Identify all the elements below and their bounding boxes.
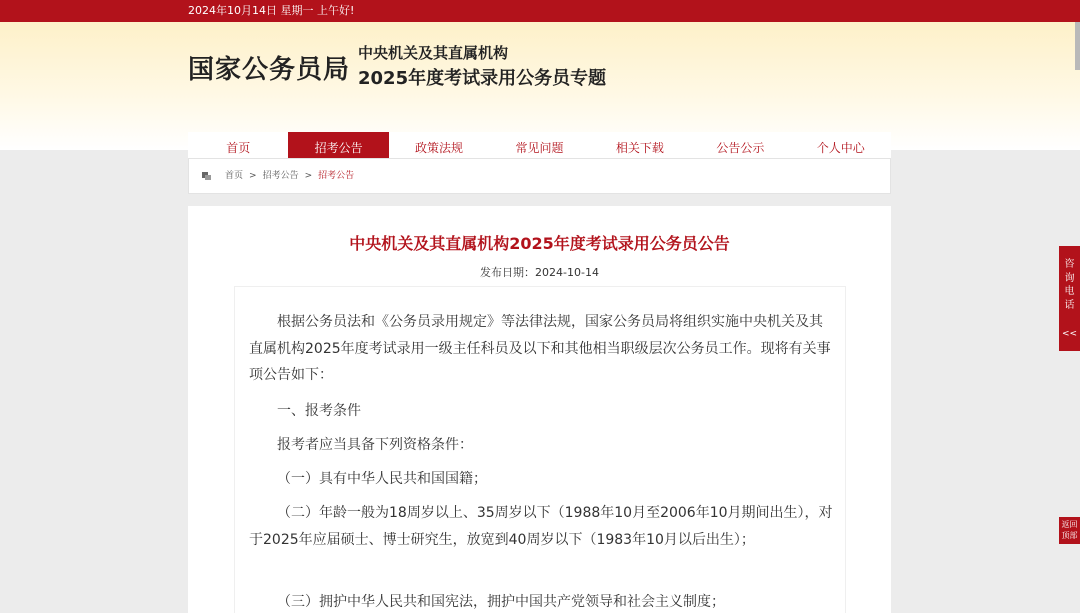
nav-item-downloads[interactable]: 相关下载 xyxy=(615,141,664,155)
site-header xyxy=(0,22,1080,155)
article-paragraph: （三）拥护中华人民共和国宪法，拥护中国共产党领导和社会主义制度； xyxy=(277,594,725,610)
consult-phone-tab[interactable] xyxy=(1059,246,1080,351)
nav-item-faq[interactable]: 常见问题 xyxy=(515,141,564,155)
breadcrumb-separator: > xyxy=(304,171,313,181)
breadcrumb-separator: > xyxy=(249,171,257,181)
nav-item-home[interactable]: 首页 xyxy=(226,141,251,155)
site-topic-title: 2025年度考试录用公务员专题 xyxy=(358,68,607,89)
nav-item-announcements[interactable]: 公告公示 xyxy=(716,141,765,155)
breadcrumb-home[interactable]: 首页 xyxy=(225,171,244,181)
breadcrumb-recruitment[interactable]: 招考公告 xyxy=(262,171,299,181)
consult-phone-label: 咨询电话 xyxy=(1064,259,1075,311)
site-name[interactable]: 国家公务员局 xyxy=(188,55,351,85)
article-paragraph: 根据公务员法和《公务员录用规定》等法律法规，国家公务员局将组织实施中央机关及其直属机构2025年度考试录用一级主任科员及以下和其他相当职级层次公务员工作。现将有关事项公告如下： xyxy=(249,314,831,383)
nav-item-user-center[interactable]: 个人中心 xyxy=(816,141,865,155)
location-icon xyxy=(202,172,211,180)
nav-item-policies[interactable]: 政策法规 xyxy=(415,141,464,155)
back-to-top-button[interactable]: 返回顶部 xyxy=(1059,517,1080,544)
scrollbar-thumb[interactable] xyxy=(1075,22,1080,70)
article-paragraph: （一）具有中华人民共和国国籍； xyxy=(277,471,487,487)
article-section-heading: 一、报考条件 xyxy=(277,403,361,419)
nav-item-recruitment-notices[interactable]: 招考公告 xyxy=(288,132,388,165)
breadcrumb-current[interactable]: 招考公告 xyxy=(318,171,355,181)
article-date: 发布日期：2024-10-14 xyxy=(480,266,599,279)
article-card xyxy=(188,206,891,613)
article-paragraph: 报考者应当具备下列资格条件： xyxy=(277,437,473,453)
article-paragraph: （二）年龄一般为18周岁以上、35周岁以下（1988年10月至2006年10月期间出生），对于2025年应届硕士、博士研究生，放宽到40周岁以下（1983年10月以后出生）； xyxy=(249,505,833,548)
expand-arrow-icon: << xyxy=(1061,329,1078,339)
top-bar xyxy=(0,0,1080,22)
date-greeting: 2024年10月14日 星期一 上午好! xyxy=(188,4,355,17)
breadcrumb xyxy=(188,158,891,194)
article-body xyxy=(234,286,846,613)
article-title: 中央机关及其直属机构2025年度考试录用公务员公告 xyxy=(349,234,730,253)
site-subtitle: 中央机关及其直属机构 xyxy=(358,44,509,62)
